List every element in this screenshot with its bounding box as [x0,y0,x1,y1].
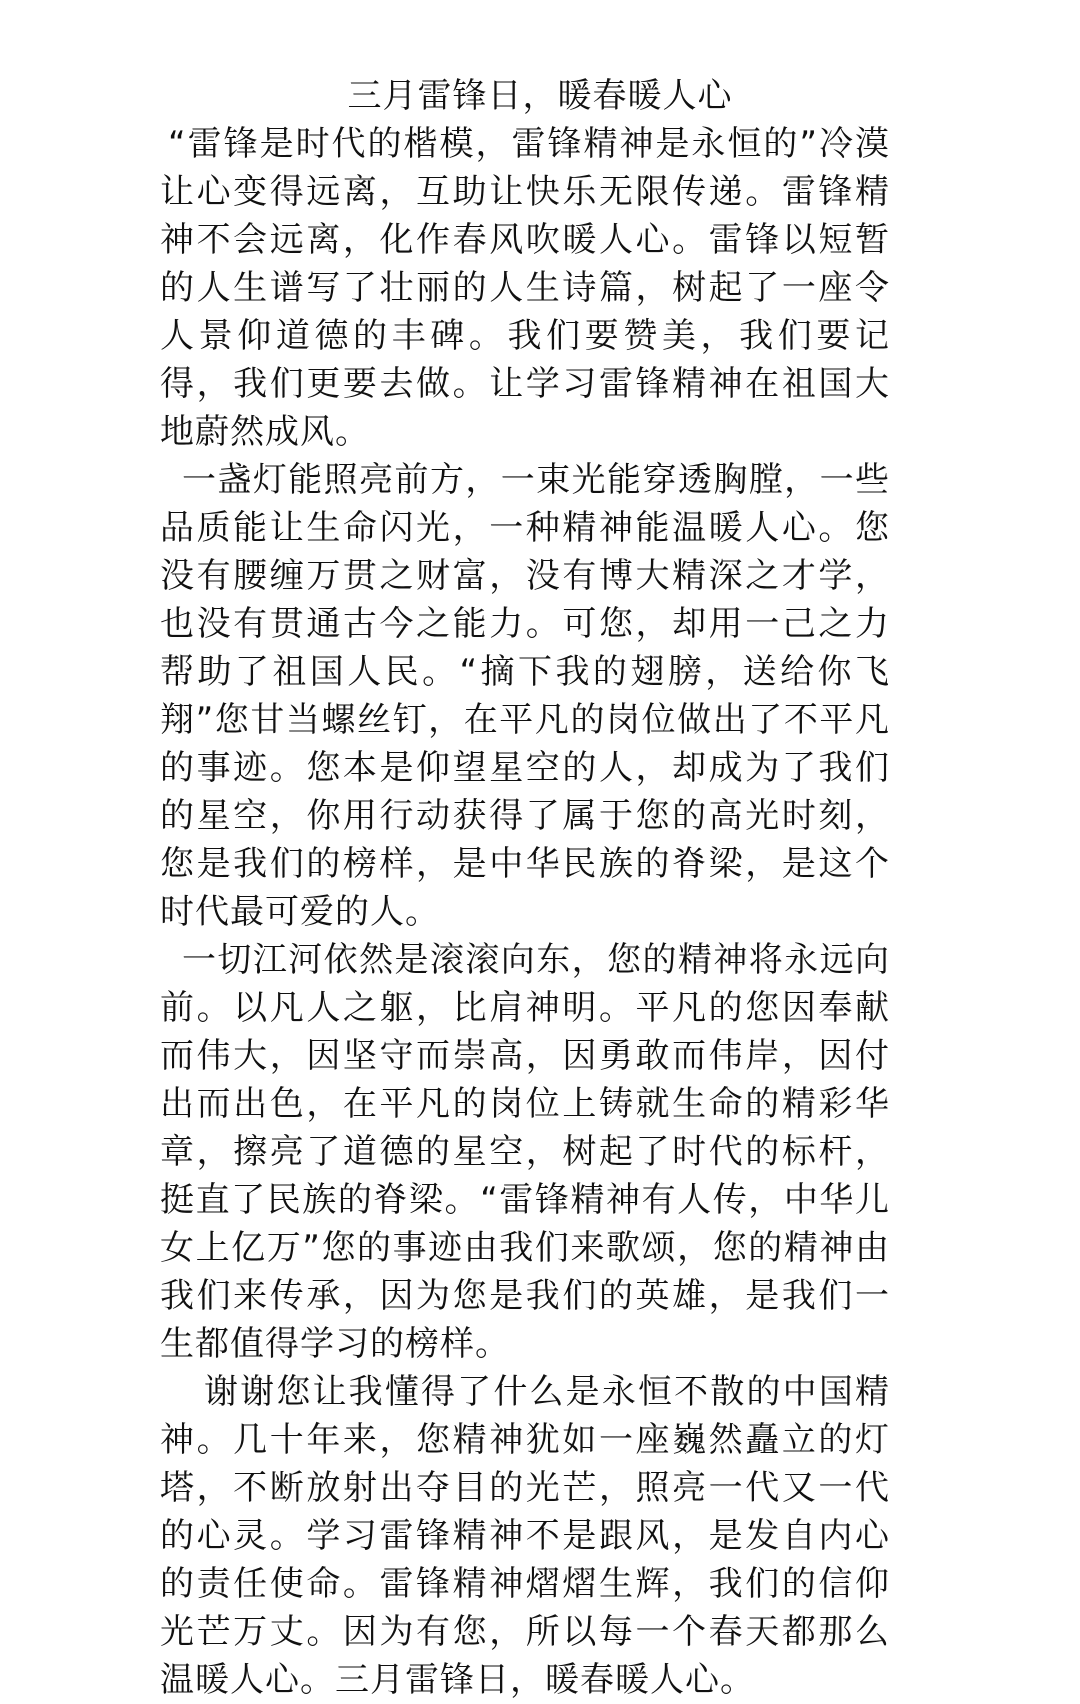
paragraph-1: “雷锋是时代的楷模，雷锋精神是永恒的”冷漠让心变得远离，互助让快乐无限传递。雷锋精神不会远离，化作春风吹暖人心。雷锋以短暂的人生谱写了壮丽的人生诗篇，树起了一座令人景仰道德的丰碑。我们要赞美，我们要记得，我们更要去做。让学习雷锋精神在祖国大地蔚然成风。 [160,124,890,452]
paragraph-4: 谢谢您让我懂得了什么是永恒不散的中国精神。几十年来，您精神犹如一座巍然矗立的灯塔，不断放射出夺目的光芒，照亮一代又一代的心灵。学习雷锋精神不是跟风，是发自内心的责任使命。雷锋精神熠熠生辉，我们的信仰光芒万丈。因为有您，所以每一个春天都那么温暖人心。三月雷锋日，暖春暖人心。 [160,1372,890,1700]
document-title: 三月雷锋日，暖春暖人心 [347,76,733,116]
paragraph-2: 一盏灯能照亮前方，一束光能穿透胸膛，一些品质能让生命闪光，一种精神能温暖人心。您没有腰缠万贯之财富，没有博大精深之才学，也没有贯通古今之能力。可您，却用一己之力帮助了祖国人民。“摘下我的翅膀，送给你飞翔”您甘当螺丝钉，在平凡的岗位做出了不平凡的事迹。您本是仰望星空的人，却成为了我们的星空，你用行动获得了属于您的高光时刻，您是我们的榜样，是中华民族的脊梁，是这个时代最可爱的人。 [160,460,890,932]
document-page [160,72,890,1704]
paragraph-3: 一切江河依然是滚滚向东，您的精神将永远向前。以凡人之躯，比肩神明。平凡的您因奉献而伟大，因坚守而崇高，因勇敢而伟岸，因付出而出色，在平凡的岗位上铸就生命的精彩华章，擦亮了道德的星空，树起了时代的标杆，挺直了民族的脊梁。“雷锋精神有人传，中华儿女上亿万”您的事迹由我们来歌颂，您的精神由我们来传承，因为您是我们的英雄，是我们一生都值得学习的榜样。 [160,940,890,1364]
